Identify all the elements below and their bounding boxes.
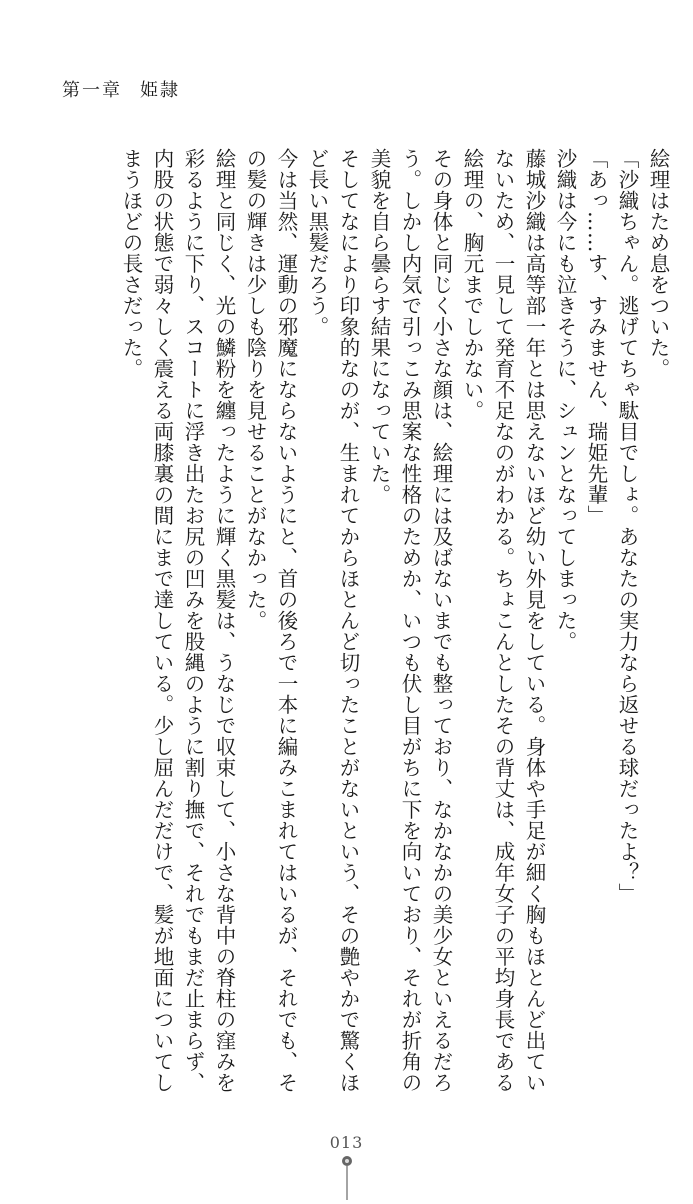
- paragraph: 「あっ……す、すみません、瑞姫先輩」: [584, 148, 608, 526]
- paragraph: 今は当然、運動の邪魔にならないようにと、首の後ろで一本に編みこまれてはいるが、それでも、その髪の輝きは少しも陰りを見せることがなかった。: [243, 148, 298, 1093]
- paragraph: 藤城沙織は高等部一年とは思えないほど幼い外見をしている。身体や手足が細く胸もほとんど出ていないため、一見して発育不足なのがわかる。ちょこんとしたその背丈は、成年女子の平均身長である絵理の、胸元までしかない。: [460, 148, 546, 1093]
- chapter-number: 第一章: [62, 80, 122, 101]
- paragraph: そしてなにより印象的なのが、生まれてからほとんど切ったことがないという、その艶やかで驚くほど長い黒髪だろう。: [305, 148, 360, 1093]
- paragraph: 絵理はため息をついた。: [646, 148, 670, 379]
- vertical-body-text: [33, 148, 673, 1108]
- paragraph: 沙織は今にも泣きそうに、シュンとなってしまった。: [553, 148, 577, 652]
- page-number: 013: [329, 1133, 364, 1152]
- paragraph: 絵理と同じく、光の鱗粉を纏ったように輝く黒髪は、うなじで収束して、小さな背中の脊柱の窪みを彩るように下り、スコートに浮き出たお尻の凹みを股縄のように割り撫で、それでもまだ止まらず、内股の状態で弱々しく震える両膝裏の間にまで達している。少し屈んだだけで、髪が地面についてしまうほどの長さだった。: [119, 148, 236, 1093]
- chapter-heading: [62, 76, 180, 102]
- paragraph: その身体と同じく小さな顔は、絵理には及ばないまでも整っており、なかなかの美少女といえるだろう。しかし内気で引っこみ思案な性格のためか、いつも伏し目がちに下を向いており、それが折角の美貌を自ら曇らす結果になっていた。: [367, 148, 453, 1093]
- chapter-title: 姫隷: [140, 80, 180, 101]
- folio-ornament-icon: [340, 1155, 354, 1204]
- paragraph: 「沙織ちゃん。逃げてちゃ駄目でしょ。あなたの実力なら返せる球だったよ？」: [615, 148, 639, 904]
